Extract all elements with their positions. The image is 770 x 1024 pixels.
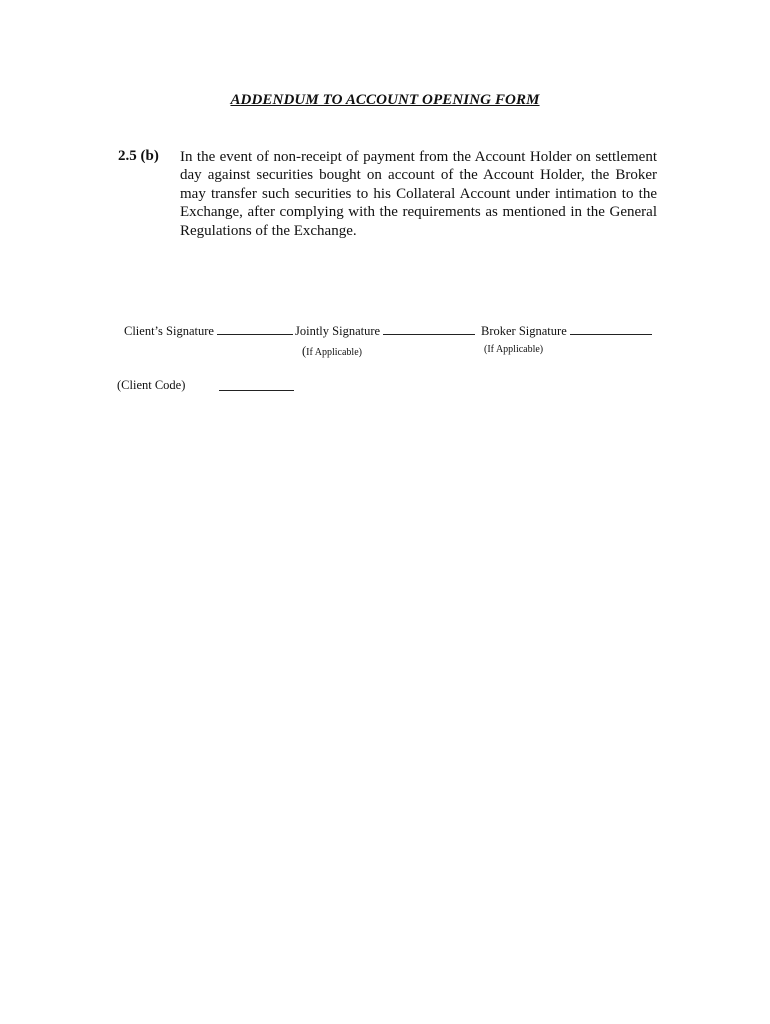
joint-signature-label: Jointly Signature: [295, 324, 381, 338]
broker-signature-line: [570, 333, 652, 335]
document-title: ADDENDUM TO ACCOUNT OPENING FORM: [230, 92, 540, 108]
clause-number: 2.5 (b): [118, 148, 159, 164]
client-signature-field: [124, 324, 293, 339]
joint-applicable-note: [302, 344, 362, 359]
broker-applicable-note: (If Applicable): [484, 344, 544, 355]
client-code-line: [219, 390, 294, 391]
client-signature-label: Client’s Signature: [124, 324, 214, 338]
clause-text: In the event of non-receipt of payment from the Account Holder on settlement day against securities bought on account of the Account Holder, the Broker may transfer such securities to his Collateral Account under intimation to the Exchange, after complying with the requirements as mentioned in the General Regulations of the Exchange.: [180, 149, 657, 239]
broker-signature-field: [481, 324, 652, 339]
joint-signature-field: [295, 324, 475, 339]
joint-note-paren: (: [302, 344, 307, 358]
client-signature-line: [217, 333, 293, 335]
client-code-label: (Client Code): [117, 378, 186, 392]
joint-note-text: If Applicable): [306, 347, 362, 358]
joint-signature-line: [383, 333, 475, 335]
broker-signature-label: Broker Signature: [481, 324, 567, 338]
